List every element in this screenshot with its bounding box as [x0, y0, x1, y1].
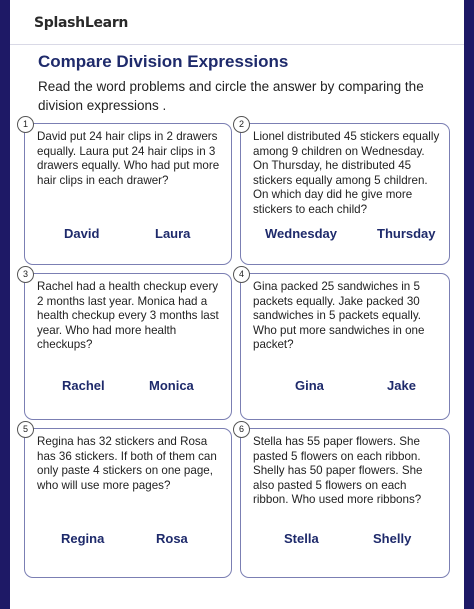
header [10, 0, 464, 45]
worksheet-title: Compare Division Expressions [38, 52, 289, 71]
answer-option-wednesday[interactable]: Wednesday [265, 226, 338, 241]
answer-option-jake[interactable]: Jake [387, 378, 416, 393]
answer-option-rachel[interactable]: Rachel [62, 378, 105, 393]
problem-card-2 [238, 119, 450, 265]
worksheet-page [10, 0, 464, 609]
problem-number: 4 [233, 266, 250, 283]
problem-question: Gina packed 25 sandwiches in 5 packets equally. Jake packed 30 sandwiches in 5 packets equally. Who put more sandwiches in one packet? [253, 280, 425, 351]
problem-number: 6 [233, 421, 250, 438]
problem-question: Rachel had a health checkup every 2 months last year. Monica had a health checkup every 3 months last year. Who had more health checkups? [37, 280, 219, 351]
problem-number: 1 [17, 116, 34, 133]
answer-option-gina[interactable]: Gina [295, 378, 324, 393]
problem-card-4 [238, 269, 450, 420]
problem-card-5 [22, 424, 232, 578]
answer-option-thursday[interactable]: Thursday [377, 226, 436, 241]
worksheet-instructions: Read the word problems and circle the answer by comparing the division expressions . [38, 79, 424, 113]
problem-question: Regina has 32 stickers and Rosa has 36 stickers. If both of them can only paste 4 stickers on one page, who will use more pages? [37, 435, 217, 492]
problem-number: 3 [17, 266, 34, 283]
problem-card-1 [22, 119, 232, 265]
problem-number: 2 [233, 116, 250, 133]
answer-option-regina[interactable]: Regina [61, 531, 105, 546]
answer-option-stella[interactable]: Stella [284, 531, 319, 546]
problem-question: David put 24 hair clips in 2 drawers equally. Laura put 24 hair clips in 3 drawers equally. Who had put more hair clips in each drawer? [37, 130, 220, 187]
answer-option-laura[interactable]: Laura [155, 226, 191, 241]
problem-number: 5 [17, 421, 34, 438]
answer-option-rosa[interactable]: Rosa [156, 531, 188, 546]
problem-question: Lionel distributed 45 stickers equally among 9 children on Wednesday. On Thursday, he distributed 45 stickers equally among 5 children. On which day did he give more stickers to each child? [253, 130, 440, 216]
answer-option-monica[interactable]: Monica [149, 378, 194, 393]
brand-logo: SplashLearn [34, 15, 129, 31]
problem-question: Stella has 55 paper flowers. She pasted 5 flowers on each ribbon. Shelly has 50 paper flowers. She also pasted 5 flowers on each ribbon. Who used more ribbons? [253, 435, 423, 506]
answer-option-shelly[interactable]: Shelly [373, 531, 412, 546]
problem-card-6 [238, 424, 450, 578]
problem-card-3 [22, 269, 232, 420]
answer-option-david[interactable]: David [64, 226, 100, 241]
